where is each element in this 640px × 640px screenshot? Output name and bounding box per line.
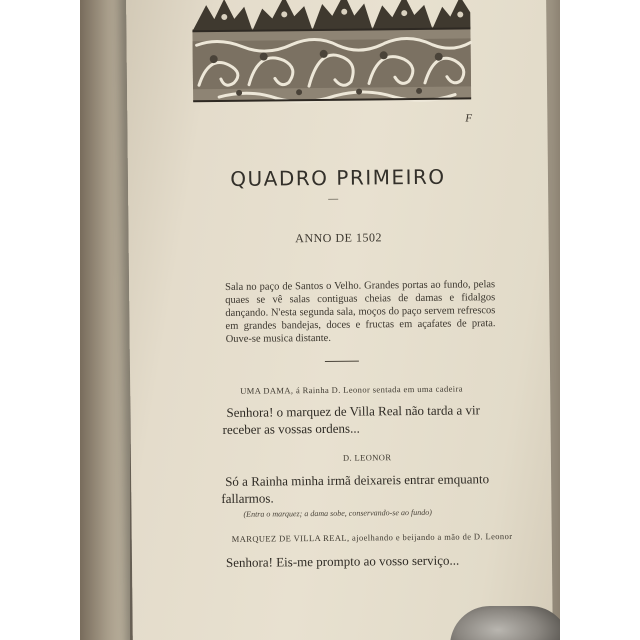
speech-line: Só a Rainha minha irmã deixareis entrar emquanto [225, 471, 490, 489]
speech-line: fallarmos. [221, 490, 274, 507]
speaker-note: á Rainha D. Leonor sentada em uma cadeira [295, 383, 463, 396]
speaker-line [240, 383, 463, 395]
book-page [126, 0, 553, 640]
section-divider [325, 361, 359, 362]
speaker-line [343, 452, 392, 463]
speech-line: Senhora! Eis-me prompto ao vosso serviço... [225, 552, 460, 570]
scene-description: Sala no paço de Santos o Velho. Grandes portas ao fundo, pelas quaes se vê salas contiguas cheias de damas e fidalgos dançando. N'esta segunda sala, moços do paço servem refrescos em grandes bandejas, doces e fructas em açafates de prata. Ouve-se musica distante. [225, 279, 496, 345]
title-tick [328, 199, 338, 200]
ornamental-frieze-illustration [188, 0, 475, 115]
year-heading: ANNO DE 1502 [295, 230, 383, 246]
speaker-name: D. LEONOR [342, 452, 392, 463]
left-page-edge [80, 0, 130, 640]
speech-line: receber as vossas ordens... [222, 420, 360, 438]
chapter-title: QUADRO PRIMEIRO [230, 164, 446, 191]
speaker-name: MARQUEZ DE VILLA REAL, [231, 532, 350, 544]
speaker-line [232, 531, 513, 544]
speaker-name: UMA DAMA, [240, 385, 294, 396]
book-photo [80, 0, 560, 640]
illustrator-signature: F [465, 112, 473, 125]
stage-direction: (Entra o marquez; a dama sobe, conservando-se ao fundo) [243, 507, 432, 519]
speaker-note: ajoelhando e beijando a mão de D. Leonor [351, 530, 513, 543]
speech-line: Senhora! o marquez de Villa Real não tarda a vir [226, 402, 480, 420]
